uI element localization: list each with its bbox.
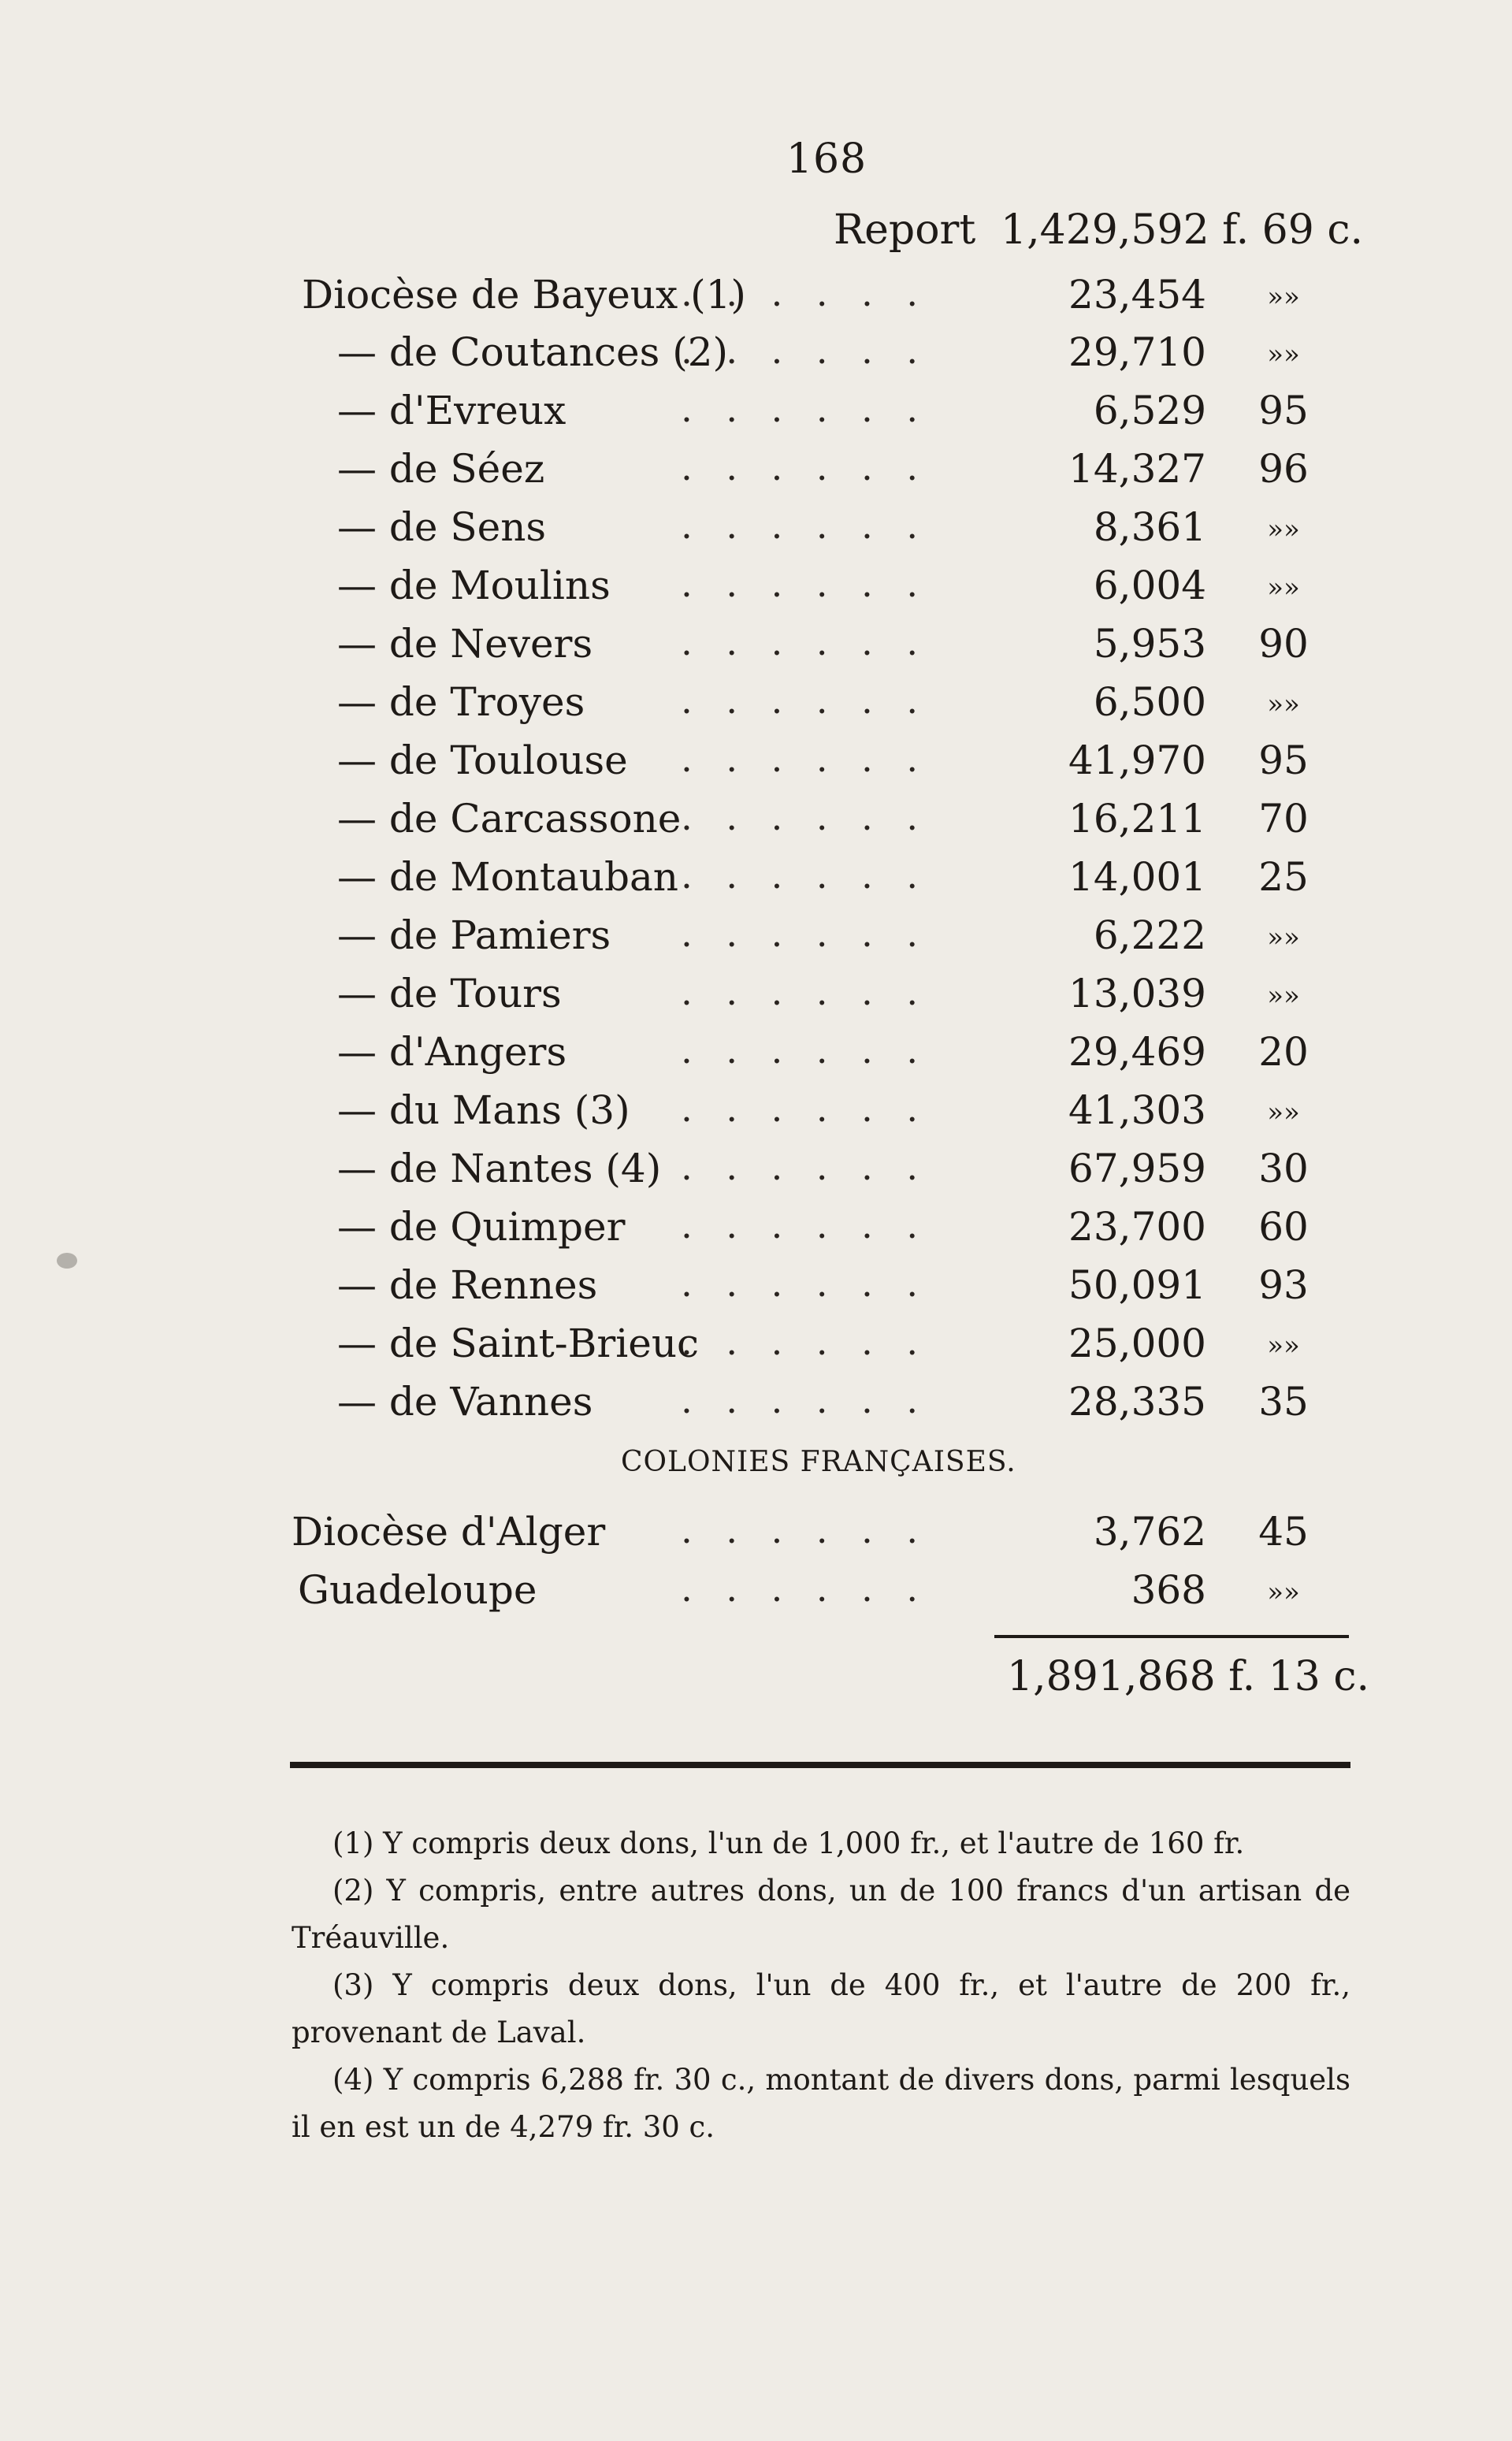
- row-amount: 25,000: [1068, 1321, 1206, 1366]
- row-amount: 67,959: [1068, 1146, 1206, 1191]
- total-rule: [994, 1635, 1349, 1638]
- row-label: — de Sens: [337, 504, 547, 550]
- table-row: [0, 388, 1512, 440]
- row-label: — de Vannes: [337, 1379, 593, 1425]
- row-cents: »»: [1267, 1097, 1300, 1128]
- colonies-heading: COLONIES FRANÇAISES.: [621, 1446, 1016, 1478]
- row-cents: 45: [1258, 1509, 1309, 1555]
- row-cents: »»: [1267, 572, 1300, 604]
- row-label: — de Troyes: [337, 679, 585, 725]
- table-row: [0, 621, 1512, 673]
- table-row: [0, 446, 1512, 498]
- table-row: [0, 1567, 1512, 1619]
- footnote: (3) Y compris deux dons, l'un de 400 fr., et l'autre de 200 fr., provenant de Laval.: [292, 1968, 1350, 2049]
- row-label: Diocèse de Bayeux (1): [302, 272, 746, 318]
- table-row: [0, 1029, 1512, 1081]
- row-amount: 368: [1131, 1567, 1206, 1613]
- row-amount: 23,454: [1068, 272, 1206, 318]
- row-label: Diocèse d'Alger: [292, 1509, 606, 1555]
- row-cents: 30: [1258, 1146, 1309, 1191]
- row-amount: 13,039: [1068, 971, 1206, 1016]
- row-cents: 70: [1258, 796, 1309, 842]
- report-amount: 1,429,592 f. 69 c.: [1001, 206, 1363, 254]
- row-amount: 14,001: [1068, 854, 1206, 900]
- dot-leaders: . . . . . .: [681, 1262, 929, 1305]
- footnote: (1) Y compris deux dons, l'un de 1,000 fr., et l'autre de 160 fr.: [332, 1826, 1245, 1860]
- row-cents: 25: [1258, 854, 1309, 900]
- row-cents: »»: [1267, 689, 1300, 720]
- row-amount: 6,004: [1093, 563, 1206, 608]
- row-amount: 41,303: [1068, 1087, 1206, 1133]
- dot-leaders: . . . . . .: [681, 563, 929, 605]
- row-amount: 28,335: [1068, 1379, 1206, 1425]
- dot-leaders: . . . . . .: [681, 446, 929, 489]
- row-amount: 3,762: [1093, 1509, 1206, 1555]
- row-label: — de Séez: [337, 446, 545, 492]
- row-cents: 96: [1258, 446, 1309, 492]
- row-cents: »»: [1267, 1330, 1300, 1362]
- row-cents: 93: [1258, 1262, 1309, 1308]
- table-row: [0, 563, 1512, 615]
- row-label: — du Mans (3): [337, 1087, 630, 1133]
- table-row: [0, 796, 1512, 848]
- dot-leaders: . . . . . .: [681, 621, 929, 663]
- row-cents: »»: [1267, 339, 1300, 370]
- row-label: — de Coutances (2): [337, 329, 729, 375]
- page-number: 168: [786, 136, 867, 183]
- row-amount: 6,529: [1093, 388, 1206, 433]
- footnotes: [292, 1820, 1350, 2151]
- table-row: [0, 329, 1512, 381]
- row-label: — de Moulins: [337, 563, 611, 608]
- dot-leaders: . . . . . .: [681, 1567, 929, 1610]
- dot-leaders: . . . . . .: [681, 388, 929, 430]
- dot-leaders: . . . . . .: [681, 1509, 929, 1551]
- table-row: [0, 272, 1512, 324]
- row-cents: 35: [1258, 1379, 1309, 1425]
- table-row: [0, 1509, 1512, 1561]
- dot-leaders: . . . . . .: [681, 912, 929, 955]
- table-row: [0, 1379, 1512, 1431]
- dot-leaders: . . . . . .: [681, 971, 929, 1013]
- footnote-separator: [290, 1762, 1350, 1768]
- row-label: — de Saint-Brieuc: [337, 1321, 700, 1366]
- row-amount: 50,091: [1068, 1262, 1206, 1308]
- table-row: [0, 971, 1512, 1023]
- row-amount: 14,327: [1068, 446, 1206, 492]
- row-label: — de Toulouse: [337, 738, 628, 783]
- row-cents: 95: [1258, 388, 1309, 433]
- row-label: — de Nantes (4): [337, 1146, 662, 1191]
- dot-leaders: . . . . . .: [681, 272, 929, 314]
- row-cents: 90: [1258, 621, 1309, 667]
- table-row: [0, 912, 1512, 964]
- row-cents: »»: [1267, 1577, 1300, 1608]
- dot-leaders: . . . . . .: [681, 854, 929, 897]
- dot-leaders: . . . . . .: [681, 1204, 929, 1247]
- row-cents: 95: [1258, 738, 1309, 783]
- row-label: — de Pamiers: [337, 912, 611, 958]
- row-amount: 16,211: [1068, 796, 1206, 842]
- dot-leaders: . . . . . .: [681, 679, 929, 722]
- dot-leaders: . . . . . .: [681, 329, 929, 372]
- dot-leaders: . . . . . .: [681, 1379, 929, 1421]
- row-amount: 8,361: [1093, 504, 1206, 550]
- row-cents: »»: [1267, 980, 1300, 1012]
- row-amount: 6,222: [1093, 912, 1206, 958]
- table-row: [0, 854, 1512, 906]
- row-label: — de Carcassone: [337, 796, 682, 842]
- table-row: [0, 1321, 1512, 1373]
- row-cents: 20: [1258, 1029, 1309, 1075]
- footnote: (2) Y compris, entre autres dons, un de 100 francs d'un artisan de Tréauville.: [292, 1874, 1350, 1955]
- table-row: [0, 679, 1512, 731]
- row-cents: »»: [1267, 922, 1300, 953]
- row-label: — de Rennes: [337, 1262, 598, 1308]
- row-amount: 41,970: [1068, 738, 1206, 783]
- dot-leaders: . . . . . .: [681, 1029, 929, 1072]
- dot-leaders: . . . . . .: [681, 1146, 929, 1188]
- row-label: Guadeloupe: [298, 1567, 537, 1613]
- report-label: Report: [834, 206, 976, 254]
- row-label: — de Montauban: [337, 854, 679, 900]
- dot-leaders: . . . . . .: [681, 1087, 929, 1130]
- row-amount: 23,700: [1068, 1204, 1206, 1250]
- table-row: [0, 1087, 1512, 1139]
- row-cents: »»: [1267, 281, 1300, 313]
- table-row: [0, 1204, 1512, 1256]
- row-label: — de Quimper: [337, 1204, 626, 1250]
- row-label: — d'Angers: [337, 1029, 567, 1075]
- dot-leaders: . . . . . .: [681, 738, 929, 780]
- grand-total: 1,891,868 f. 13 c.: [1007, 1653, 1369, 1700]
- table-row: [0, 1262, 1512, 1314]
- row-amount: 29,469: [1068, 1029, 1206, 1075]
- table-row: [0, 1146, 1512, 1198]
- row-cents: »»: [1267, 514, 1300, 545]
- dot-leaders: . . . . . .: [681, 796, 929, 838]
- row-label: — de Nevers: [337, 621, 593, 667]
- row-amount: 5,953: [1093, 621, 1206, 667]
- table-row: [0, 504, 1512, 556]
- row-cents: 60: [1258, 1204, 1309, 1250]
- footnote: (4) Y compris 6,288 fr. 30 c., montant de divers dons, parmi lesquels il en est un de 4,279 fr. 30 c.: [292, 2063, 1350, 2144]
- report-row: [0, 206, 1512, 257]
- dot-leaders: . . . . . .: [681, 1321, 929, 1363]
- dot-leaders: . . . . . .: [681, 504, 929, 547]
- row-label: — d'Evreux: [337, 388, 567, 433]
- row-amount: 6,500: [1093, 679, 1206, 725]
- row-label: — de Tours: [337, 971, 562, 1016]
- table-row: [0, 738, 1512, 790]
- row-amount: 29,710: [1068, 329, 1206, 375]
